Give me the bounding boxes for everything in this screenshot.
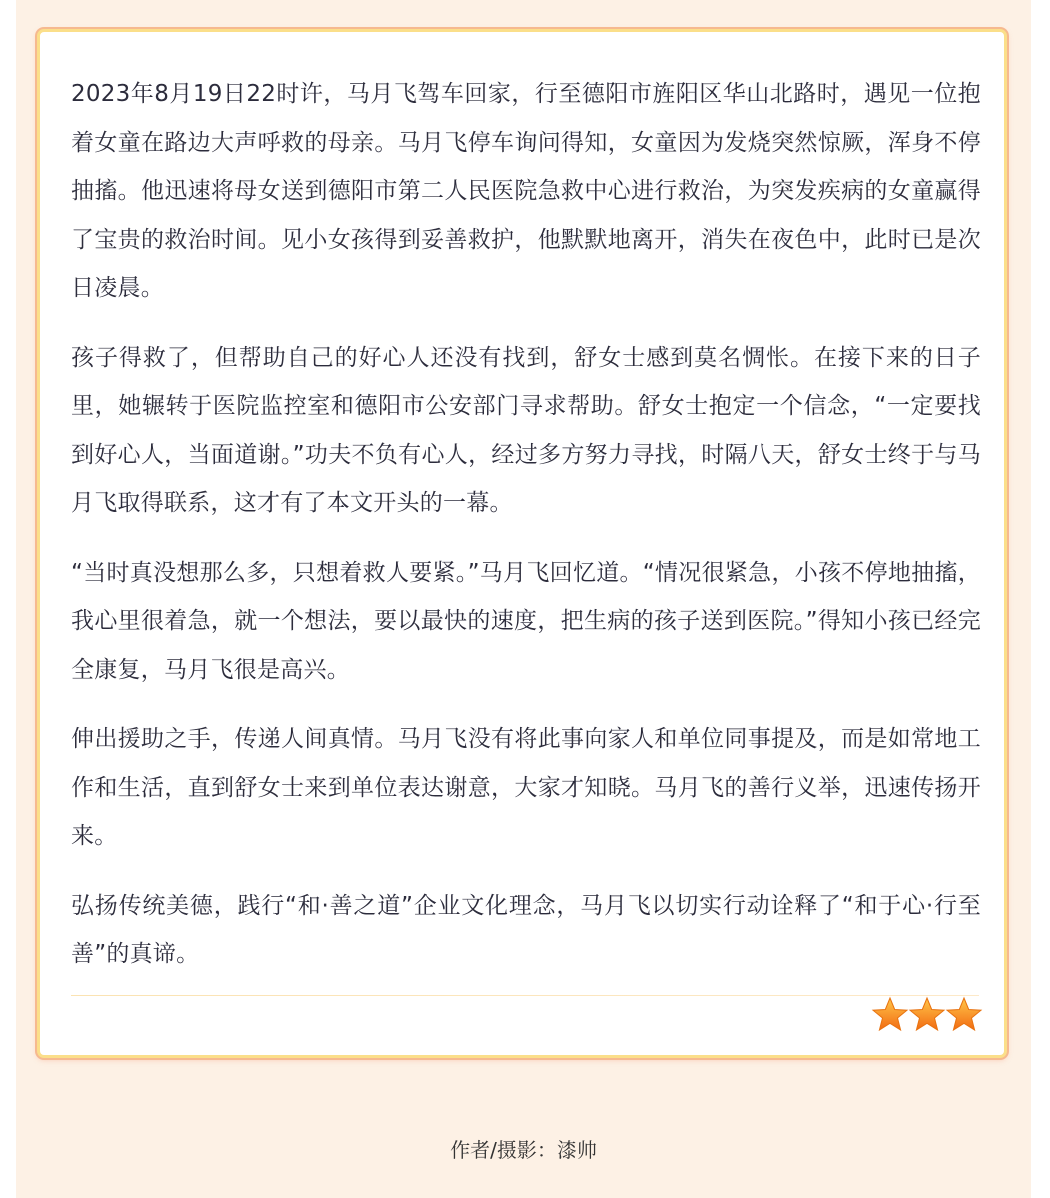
paragraph-2: 孩子得救了，但帮助自己的好心人还没有找到，舒女士感到莫名惆怅。在接下来的日子里，她辗转于医院监控室和德阳市公安部门寻求帮助。舒女士抱定一个信念，“一定要找到好心人，当面道谢。”功夫不负有心人，经过多方努力寻找，时隔八天，舒女士终于与马月飞取得联系，这才有了本文开头的一幕。 — [71, 344, 981, 516]
star-icon — [908, 996, 946, 1034]
author-credit: 作者/摄影：漆帅 — [450, 1138, 597, 1162]
article-card — [37, 29, 1007, 1058]
article-body — [71, 70, 981, 1000]
paragraph-4: 伸出援助之手，传递人间真情。马月飞没有将此事向家人和单位同事提及，而是如常地工作和生活，直到舒女士来到单位表达谢意，大家才知晓。马月飞的善行义举，迅速传扬开来。 — [71, 726, 981, 849]
three-stars-icon — [871, 996, 983, 1036]
star-icon — [871, 996, 909, 1034]
star-icon — [945, 996, 983, 1034]
paragraph-5: 弘扬传统美德，践行“和·善之道”企业文化理念，马月飞以切实行动诠释了“和于心·行至善”的真谛。 — [71, 892, 981, 967]
paragraph-1: 2023年8月19日22时许，马月飞驾车回家，行至德阳市旌阳区华山北路时，遇见一位抱着女童在路边大声呼救的母亲。马月飞停车询问得知，女童因为发烧突然惊厥，浑身不停抽搐。他迅速将母女送到德阳市第二人民医院急救中心进行救治，为突发疾病的女童赢得了宝贵的救治时间。见小女孩得到妥善救护，他默默地离开，消失在夜色中，此时已是次日凌晨。 — [71, 81, 981, 301]
page-background — [16, 0, 1031, 1198]
paragraph-3: “当时真没想那么多，只想着救人要紧。”马月飞回忆道。“情况很紧急，小孩不停地抽搐，我心里很着急，就一个想法，要以最快的速度，把生病的孩子送到医院。”得知小孩已经完全康复，马月飞很是高兴。 — [71, 559, 981, 683]
divider — [71, 995, 979, 996]
